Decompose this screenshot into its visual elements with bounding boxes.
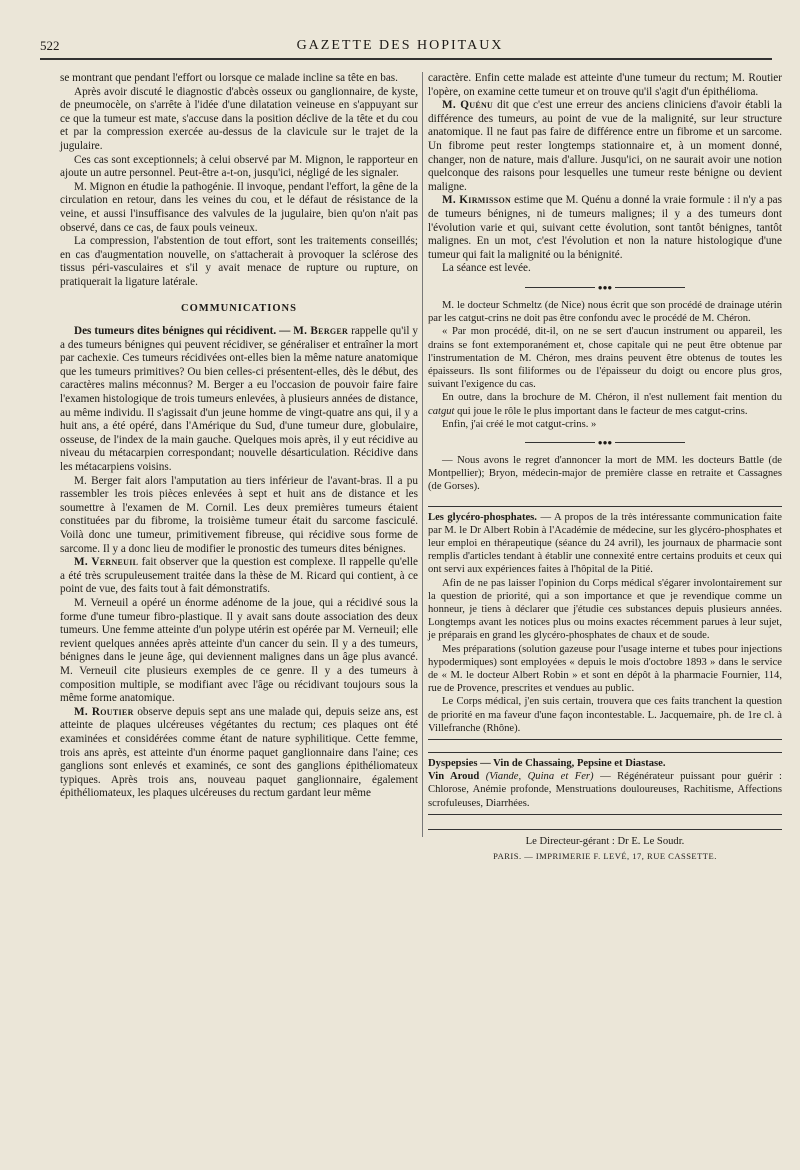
page-number: 522 [40, 38, 60, 53]
paragraph [428, 194, 782, 262]
paragraph: La séance est levée. [442, 262, 531, 275]
paragraph [60, 706, 418, 801]
speaker-name: M. Routier [74, 705, 134, 718]
separator: ●●● [428, 440, 782, 446]
paragraph-text: En outre, dans la brochure de M. Chéron, il n'est nullement fait mention du [442, 392, 782, 404]
paragraph [60, 325, 418, 475]
left-column [60, 72, 418, 801]
ad-text: Le Corps médical, j'en suis certain, trouvera que ces faits tranchent la question de priorité en ma faveur d'une façon incontestable. [428, 696, 782, 721]
italic-term: catgut [428, 405, 455, 417]
ad-paragraph [428, 770, 782, 810]
paragraph: Ces cas sont exceptionnels; à celui observé par M. Mignon, le rapporteur en ajoute un autre personnel. Peut-être a-t-on, jusqu'ici, négligé de les signaler. [60, 153, 418, 180]
paragraph: M. Mignon en étudie la pathogénie. Il invoque, pendant l'effort, la gêne de la circulation en retour, dans les veines du cou, et le défaut de résistance de la veine, et aussi l'insuffisance des valvules de la jugulaire, bien qu'on n'ait pas observé, dans ce cas, de faux pouls veineux. [60, 180, 418, 234]
ad-paragraph [428, 511, 782, 577]
speaker-name: M. Verneuil [74, 556, 139, 569]
ad-subtitle: (Viande, Quina et Fer) [485, 771, 594, 783]
paragraph [428, 391, 782, 417]
advertisement-box [428, 752, 782, 815]
paragraph [60, 556, 418, 597]
speaker-name: M. Berger [293, 325, 349, 338]
ad-paragraph [428, 695, 782, 735]
director-line: Le Directeur-gérant : Dr E. Le Soudr. [428, 829, 782, 848]
paragraph [428, 99, 782, 194]
paragraph: La compression, l'abstention de tout effort, sont les traitements conseillés; en cas d'augmentation nouvelle, on s'attacherait à provoquer la sclérose des tissus péri-vasculaires et s'il y avait menace de rupture ou rupture, on pratiquerait la ligature latérale. [60, 235, 418, 288]
paragraph-text: qui joue le rôle le plus important dans le facteur de mes catgut-crins. [457, 405, 748, 417]
ad-title: Vin Aroud [428, 771, 480, 783]
paragraph: M. le docteur Schmeltz (de Nice) nous écrit que son procédé de drainage utérin par les catgut-crins ne doit pas être confondu avec le procédé de M. Chéron. [428, 299, 782, 325]
paragraph: Après avoir discuté le diagnostic d'abcès osseux ou ganglionnaire, de kyste, de pneumocèle, on s'arrête à l'idée d'une dilatation veineuse en s'appuyant sur ce que la tumeur est mate, s'accuse dans la position déclive de la tête et du cou et par la compression exercée au-dessus de la clavicule sur le trajet de la jugulaire. [60, 85, 418, 152]
paragraph: M. Berger fait alors l'amputation au tiers inférieur de l'avant-bras. Il a pu rassembler les trois pièces enlevées à sept et huit ans de distance et les soumettre à l'examen de M. Cornil. Les deux premières tumeurs étaient constituées par du fibrome, la troisième tumeur était du sarcome fasciculé. Voilà donc une tumeur, primitivement fibreuse, qui récidive sous forme de sarcome. Il y a donc lieu de modifier le pronostic des tumeurs dites bénignes. [60, 474, 418, 555]
ad-paragraph: Dyspepsies — Vin de Chassaing, Pepsine et Diastase. [428, 758, 666, 769]
speaker-name: M. Quénu [442, 99, 494, 112]
article-title: Des tumeurs dites bénignes qui récidivent. — [74, 325, 291, 338]
speaker-name: M. Kirmisson [442, 194, 512, 207]
ad-text: — Régénérateur puissant pour guérir : Chlorose, Anémie profonde, Menstruations douloureuses, Rachitisme, Affections scrofuleuses, Diarrhées. [428, 771, 783, 809]
header-rule [40, 58, 772, 60]
ad-paragraph: Afin de ne pas laisser l'opinion du Corps médical s'égarer involontairement sur la question de priorité, qui a son importance et que je revendique comme un honneur, je tiens à déclarer que j'étudie ces substances depuis plusieurs années. Longtemps avant les notices plus ou moins exactes récemment parues à leur sujet, je préparais en grand les glycéro-phosphates de chaux et de soude. [428, 577, 782, 642]
paragraph-text: dit que c'est une erreur des anciens cliniciens d'avoir établi la différence des tumeurs, au point de vue de la malignité, sur leur structure anatomique. Il ne faut pas faire de différence entre un fibrome et un sarcome. Un fibrome peut rester longtemps stationnaire et, à un moment donné, changer, non de nature, mais d'allure. Jusqu'ici, on ne saurait avoir une notion quelconque des raisons pour lesquelles une tumeur reste bénigne ou devient maligne. [428, 99, 782, 193]
ad-paragraph: Mes préparations (solution gazeuse pour l'usage interne et tubes pour injections hypodermiques) sont employées « depuis le mois d'octobre 1893 » dans le service de « M. le docteur Albert Robin » et sont en dépôt à la pharmacie Fournier, 114, rue de Provence, prescrites et vendues au public. [428, 643, 782, 695]
separator: ●●● [428, 285, 782, 291]
right-column [428, 72, 782, 864]
section-heading: COMMUNICATIONS [181, 302, 297, 314]
paragraph: — Nous avons le regret d'annoncer la mort de MM. les docteurs Battle (de Montpellier); Bryon, médecin-major de première classe en retraite et Cassagnes (de Gorses). [428, 454, 782, 493]
ad-title: Les glycéro-phosphates. [428, 511, 537, 523]
paragraph: « Par mon procédé, dit-il, on ne se sert d'aucun instrument ou appareil, les drains se font extemporanément et, chose capitale qui ne peut être obtenue par l'instrumentation de M. Chéron, mes drains peuvent être obtenus de toutes les épaisseurs. Ils sont filiformes ou de l'épaisseur du doigt ou encore plus gros, suivant l'exigence du cas. [428, 326, 782, 391]
paragraph: M. Verneuil a opéré un énorme adénome de la joue, qui a récidivé sous la forme d'une tumeur fibro-plastique. Il y avait sans doute association des deux tumeurs. Une femme atteinte d'un polype utérin est opérée par M. Verneuil; elle revient quelques années après atteinte d'un cancer du sein. Il y a des tumeurs, bénignes dans le jeune âge, qui deviennent malignes dans un âge plus avancé. M. Verneuil cite plusieurs exemples de ce genre. Il y a des tumeurs à composition multiple, se modifiant avec l'âge ou récidivant toujours sous la même forme anatomique. [60, 596, 418, 705]
ad-signature: L. Jacquemaire, ph. de 1re cl. à Villefranche (Rhône). [428, 709, 782, 734]
paragraph: Enfin, j'ai créé le mot catgut-crins. » [442, 418, 597, 430]
paragraph: se montrant que pendant l'effort ou lorsque ce malade incline sa tête en bas. [60, 72, 398, 84]
paragraph-text: rappelle qu'il y a des tumeurs bénignes qui peuvent récidiver, se généraliser et entraîner la mort par cachexie. Ces tumeurs récidivées ont-elles bien la même nature anatomique que les tumeurs primitives? Ou bien celles-ci présentent-elles, dès le début, des caractères malins méconnus? M. Berger a eu l'occasion de pouvoir faire faire l'examen histologique de trois tumeurs enlevées, à plusieurs années de distance, au même individu. Il s'agissait d'un jeune homme de vingt-quatre ans qui, il y a huit ans, a été opéré, dans l'Amérique du Sud, d'une tumeur dure, globulaire, osseuse, de l'index de la main gauche. Quelques mois après, il y eut récidive au niveau du métacarpien correspondant; nouvelle désarticulation. Récidive dans les métacarpiens voisins. [60, 325, 419, 474]
paragraph-text: fait observer que la question est complexe. Il rappelle qu'elle a été très scrupuleusement traitée dans la thèse de M. Ricard qui contient, à ce point de vue, des faits tout à fait démonstratifs. [60, 556, 418, 596]
printer-line: PARIS. — IMPRIMERIE F. LEVÉ, 17, RUE CASSETTE. [493, 851, 717, 862]
column-divider [422, 72, 423, 837]
paragraph-text: estime que M. Quénu a donné la vraie formule : il n'y a pas de tumeurs bénignes, ni de tumeurs malignes; il y a des tumeurs dont l'évolution varie et qui, suivant cette évolution, sont tantôt bénignes, tantôt malignes. En un mot, c'est l'évolution et non la nature histologique d'une tumeur qui fait la malignité ou la bénignité. [428, 194, 782, 261]
advertisement-box [428, 506, 782, 740]
paragraph: caractère. Enfin cette malade est atteinte d'une tumeur du rectum; M. Routier l'opère, on examine cette tumeur et on trouve qu'il s'agit d'un épithélioma. [428, 72, 782, 98]
ad-text: — A propos de la très intéressante communication faite par M. le Dr Albert Robin à l'Académie de médecine, sur les glycéro-phosphates et leur emploi en thérapeutique (séance du 24 avril), les journaux de pharmacie sont remplis d'articles tendant à établir une connexité entre certains produits et ceux qui ont servi aux expériences faites à l'hôpital de la Pitié. [428, 511, 782, 576]
journal-title: GAZETTE DES HOPITAUX [296, 38, 504, 53]
paragraph-text: observe depuis sept ans une malade qui, depuis seize ans, est atteinte de plaques ulcéreuses végétantes du rectum; ces plaques ont été examinées et considérées comme étant de nature syphilitique. Cette femme, trois ans après, est atteinte d'un énorme paquet ganglionnaire dans l'aine; ces ganglions sont enlevés et examinés, ce sont des ganglions épithéliomateux typiques. Après trois ans, nouveau paquet ganglionnaire, également épithéliomateux, les plaques ulcéreuses du rectum gardant leur même [60, 705, 419, 800]
